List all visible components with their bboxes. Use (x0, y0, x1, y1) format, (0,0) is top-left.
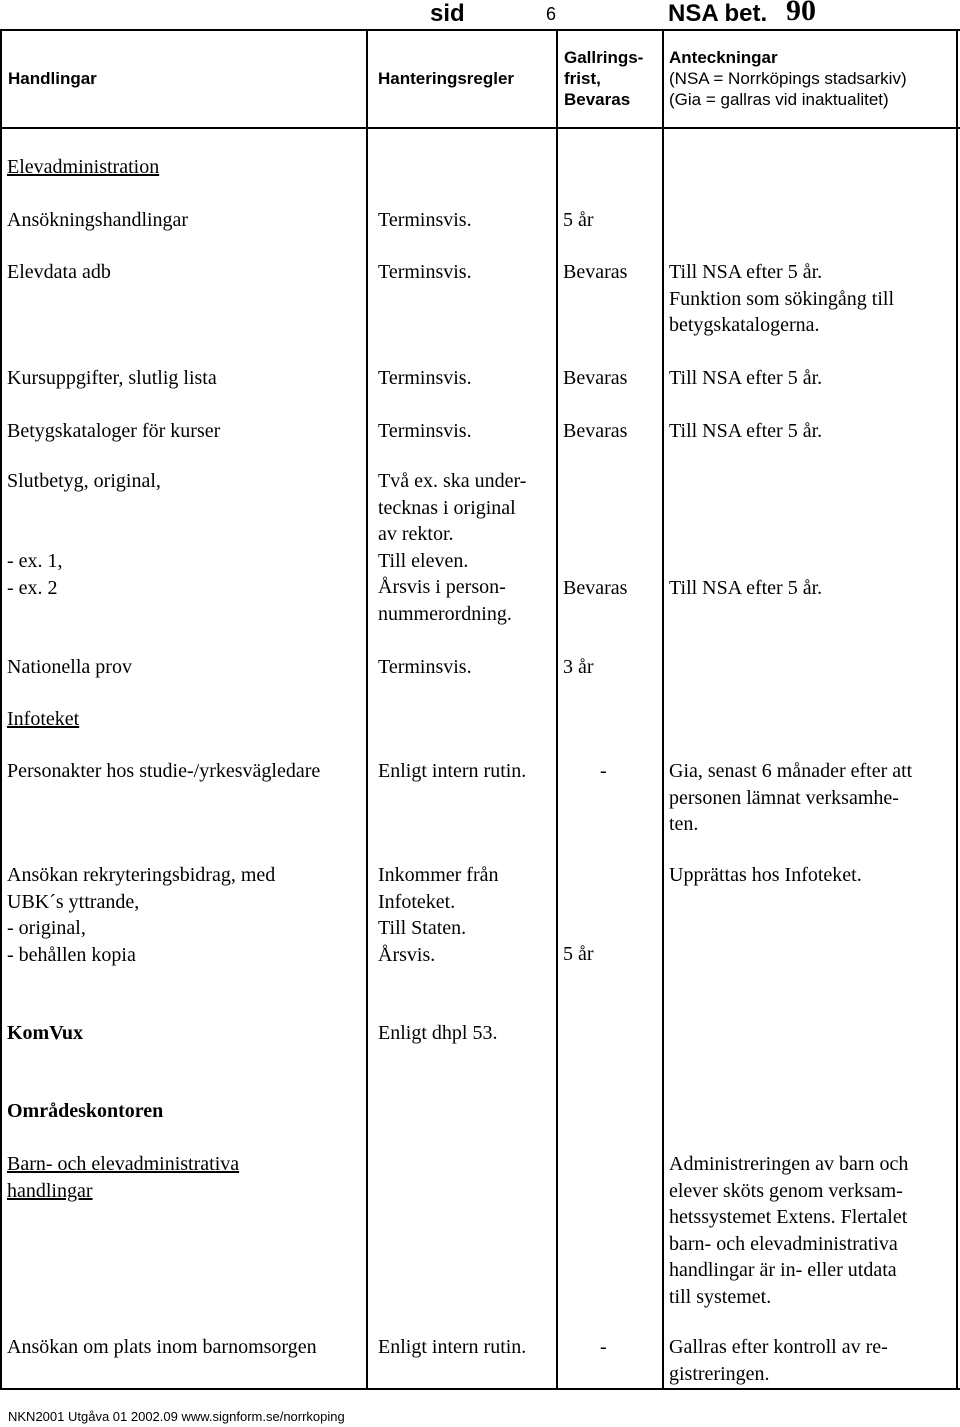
row-kursuppgifter-frist: Bevaras (563, 367, 628, 389)
row-elevdata-frist: Bevaras (563, 261, 628, 283)
page-header-nsa-label: NSA bet. (668, 0, 768, 27)
section-title-omradeskontoren: Områdeskontoren (7, 1100, 164, 1122)
row-barnomsorg-anteckning: Gallras efter kontroll av re- gistreringen. (669, 1336, 888, 1385)
row-betygskataloger-regel: Terminsvis. (378, 420, 472, 442)
page-header-sid-label: sid (430, 0, 465, 27)
row-betygskataloger-handling: Betygskataloger för kurser (7, 420, 221, 442)
row-nationella-handling: Nationella prov (7, 656, 132, 678)
row-ansokan-ubk-frist: 5 år (563, 943, 594, 965)
row-slutbetyg-frist: Bevaras (563, 577, 628, 599)
table-left-border (0, 29, 2, 1390)
row-slutbetyg-regel: Två ex. ska under- tecknas i original av rektor. Till eleven. Årsvis i person- nummerordning. (378, 470, 527, 625)
column-header-gallringsfrist: Gallrings- frist, Bevaras (564, 48, 644, 109)
row-barn-elev-anteckning: Administreringen av barn och elever sköts genom verksam- hetssystemet Extens. Flertalet barn- och elevadministrativa handlingar är in- eller utdata till systemet. (669, 1153, 909, 1308)
row-ansokningshandlingar-regel: Terminsvis. (378, 209, 472, 231)
column-header-handlingar: Handlingar (8, 69, 97, 88)
page-number: 6 (546, 4, 557, 24)
column-divider-2 (556, 29, 558, 1390)
table-right-border (956, 29, 958, 1390)
row-barn-elev-handling: Barn- och elevadministrativa handlingar (7, 1153, 240, 1202)
row-ansokningshandlingar-frist: 5 år (563, 209, 594, 231)
table-bottom-border (0, 1388, 960, 1390)
document-footer: NKN2001 Utgåva 01 2002.09 www.signform.se/norrkoping (8, 1409, 345, 1424)
row-betygskataloger-anteckning: Till NSA efter 5 år. (669, 420, 823, 442)
row-personakter-regel: Enligt intern rutin. (378, 760, 527, 782)
column-divider-3 (662, 29, 664, 1390)
section-title-elevadministration: Elevadministration (7, 156, 160, 178)
nsa-number: 90 (786, 0, 816, 27)
column-header-hanteringsregler: Hanteringsregler (378, 69, 515, 88)
row-ansokan-ubk-regel: Inkommer från Infoteket. Till Staten. Årsvis. (378, 864, 499, 966)
table-top-border (0, 29, 960, 31)
row-personakter-anteckning: Gia, senast 6 månader efter att personen lämnat verksamhe- ten. (669, 760, 913, 835)
section-title-infoteket: Infoteket (7, 708, 80, 730)
row-personakter-handling: Personakter hos studie-/yrkesvägledare (7, 760, 321, 782)
row-kursuppgifter-regel: Terminsvis. (378, 367, 472, 389)
row-ansokan-ubk-handling: Ansökan rekryteringsbidrag, med UBK´s yttrande, - original, - behållen kopia (7, 864, 276, 966)
column-header-anteckningar: Anteckningar (NSA = Norrköpings stadsarkiv) (Gia = gallras vid inaktualitet) (669, 48, 907, 109)
row-kursuppgifter-handling: Kursuppgifter, slutlig lista (7, 367, 217, 389)
row-betygskataloger-frist: Bevaras (563, 420, 628, 442)
row-personakter-frist: - (600, 760, 607, 782)
row-barnomsorg-handling: Ansökan om plats inom barnomsorgen (7, 1336, 317, 1358)
row-elevdata-handling: Elevdata adb (7, 261, 111, 283)
row-komvux-regel: Enligt dhpl 53. (378, 1022, 498, 1044)
row-nationella-regel: Terminsvis. (378, 656, 472, 678)
row-slutbetyg-handling: Slutbetyg, original, (7, 470, 161, 492)
row-barnomsorg-regel: Enligt intern rutin. (378, 1336, 527, 1358)
section-title-komvux: KomVux (7, 1022, 83, 1044)
row-ansokningshandlingar-handling: Ansökningshandlingar (7, 209, 189, 231)
column-divider-1 (366, 29, 368, 1390)
table-header-divider (0, 127, 960, 129)
row-slutbetyg-anteckning: Till NSA efter 5 år. (669, 577, 823, 599)
row-ansokan-ubk-anteckning: Upprättas hos Infoteket. (669, 864, 862, 886)
row-slutbetyg-ex: - ex. 1, - ex. 2 (7, 550, 63, 599)
row-elevdata-anteckning: Till NSA efter 5 år. Funktion som sökingång till betygskatalogerna. (669, 261, 895, 336)
row-kursuppgifter-anteckning: Till NSA efter 5 år. (669, 367, 823, 389)
row-nationella-frist: 3 år (563, 656, 594, 678)
row-barnomsorg-frist: - (600, 1336, 607, 1358)
row-elevdata-regel: Terminsvis. (378, 261, 472, 283)
